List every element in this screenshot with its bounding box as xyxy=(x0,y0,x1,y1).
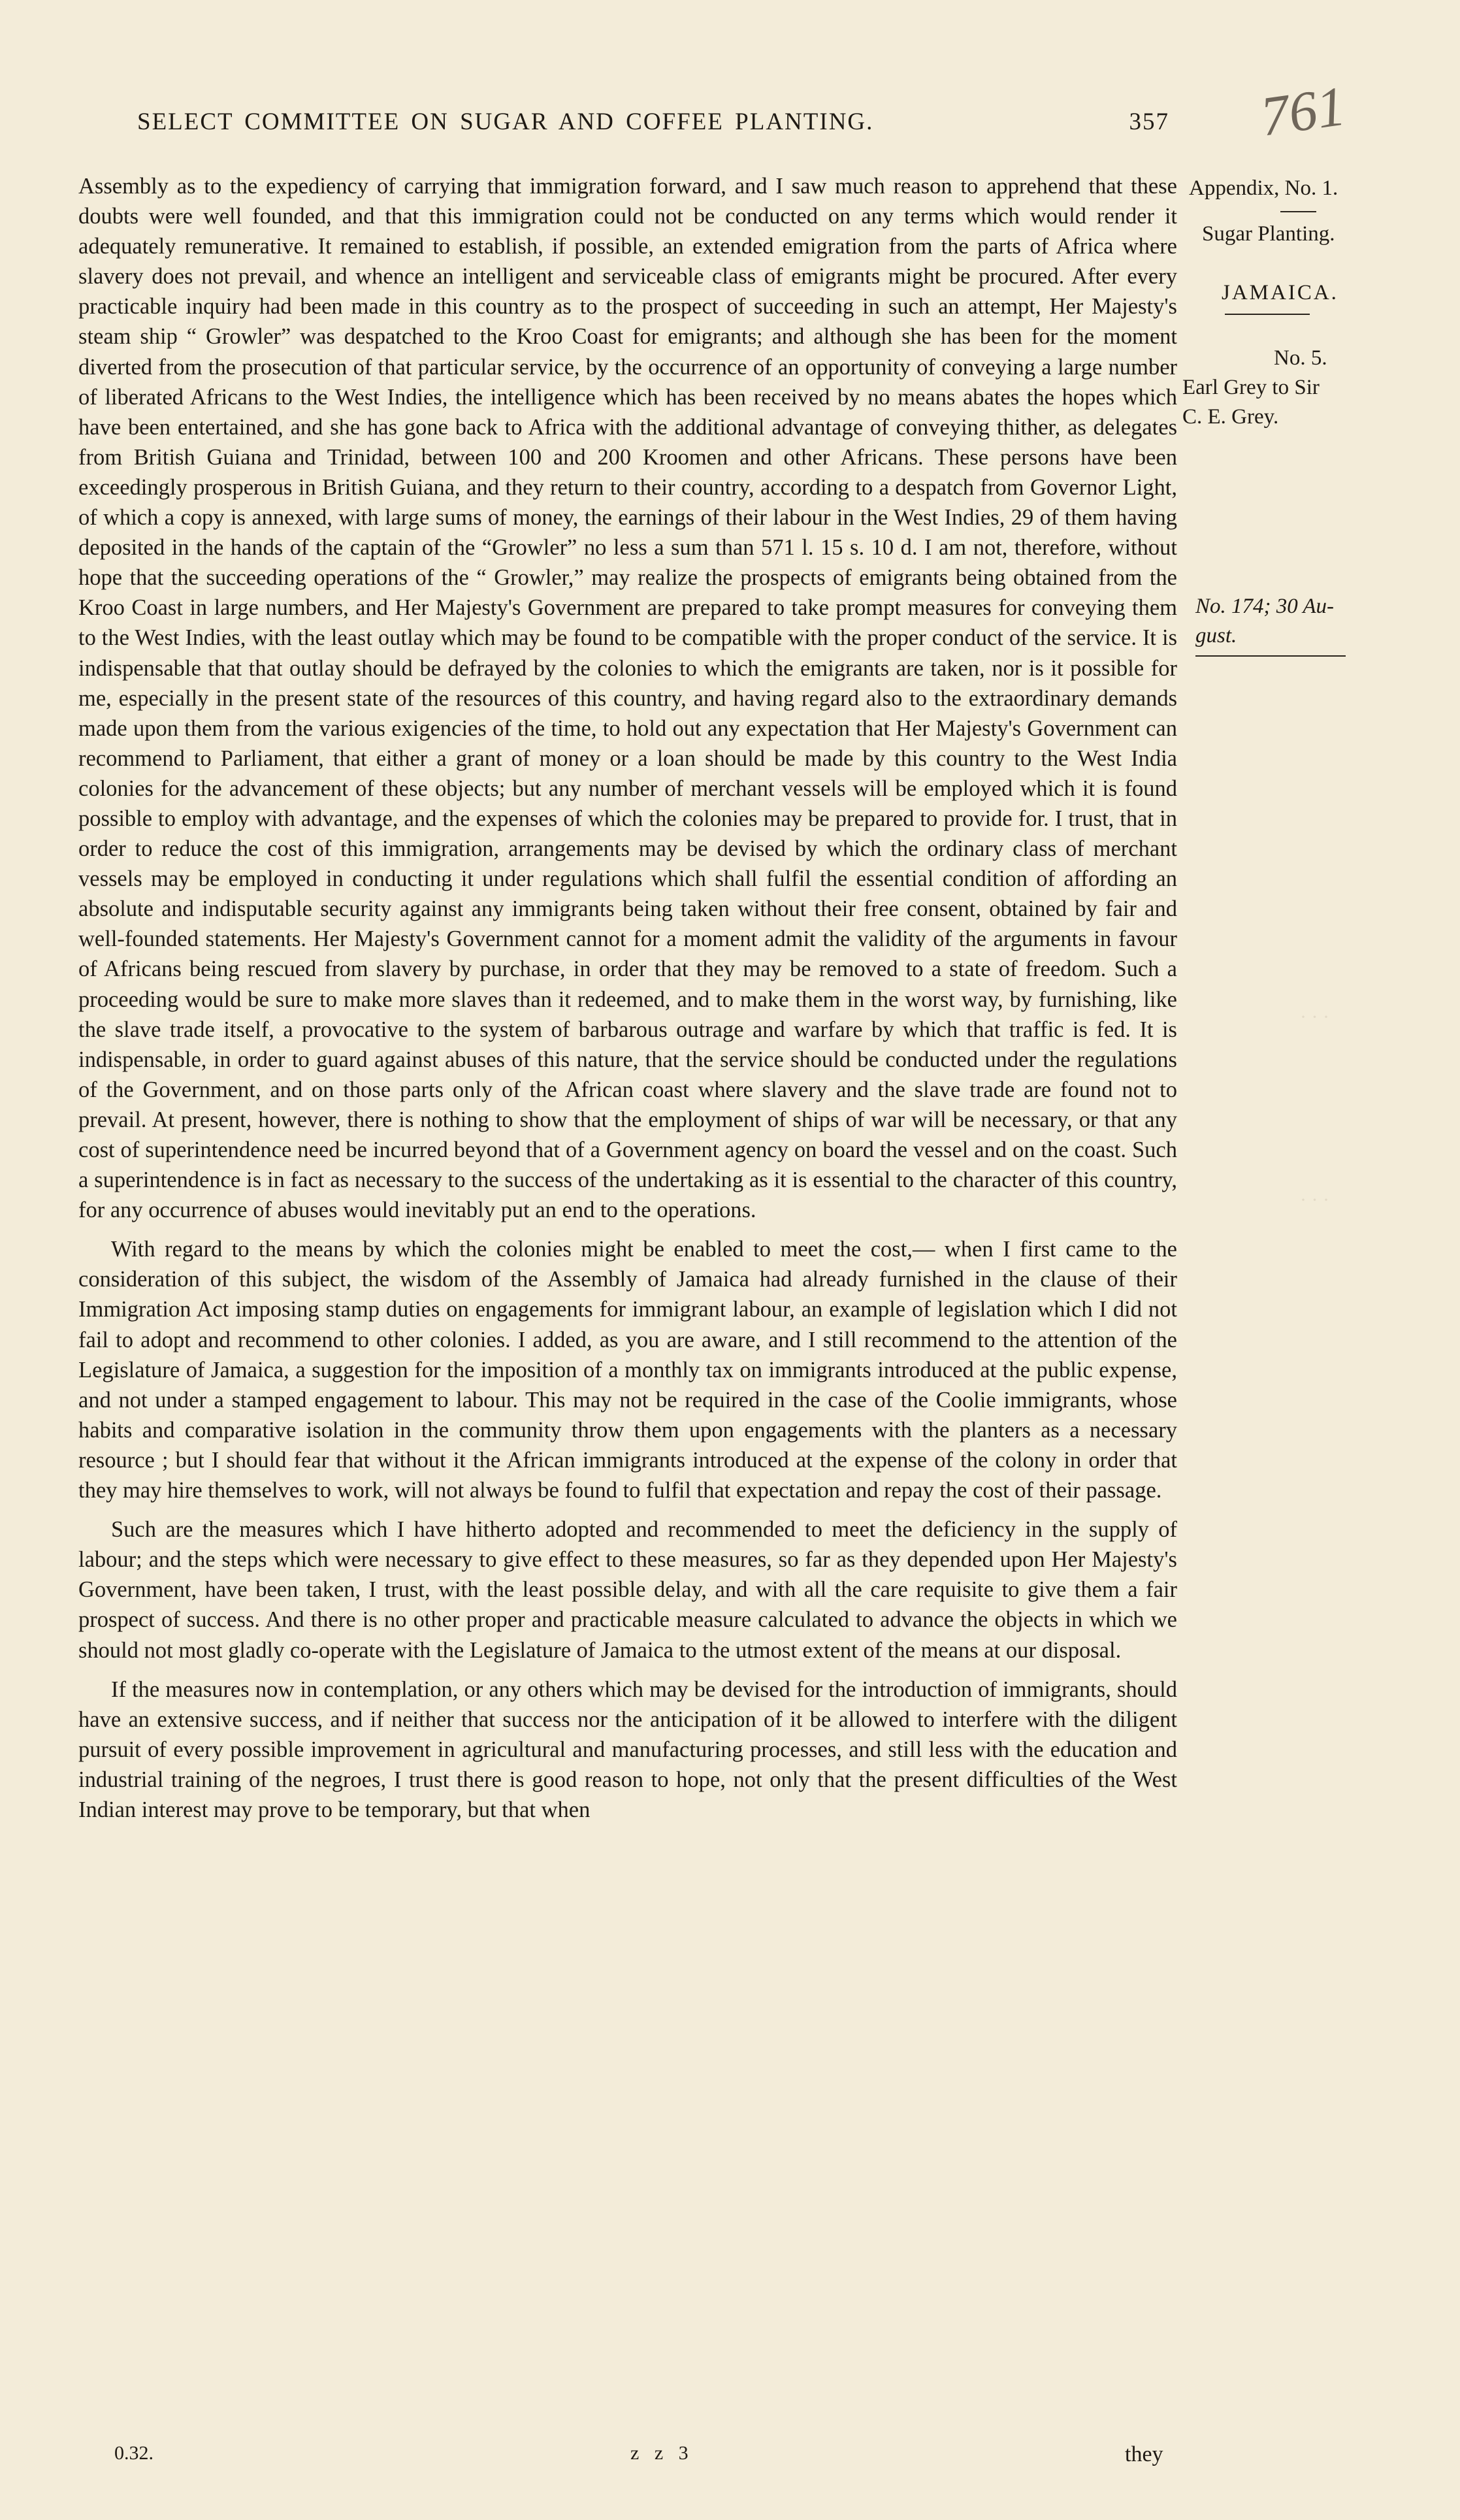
page-title: SELECT COMMITTEE ON SUGAR AND COFFEE PLANTING. xyxy=(137,108,874,135)
margin-ce-grey: C. E. Grey. xyxy=(1182,405,1279,429)
margin-rule xyxy=(1195,655,1346,657)
margin-jamaica: JAMAICA. xyxy=(1222,281,1338,304)
paragraph-4: If the measures now in contemplation, or any others which may be devised for the introduction of immigrants, should have an extensive success, and if neither that success nor the anticipation of it be allowed to interfere with the diligent pursuit of every possible improvement in agricultural and manufacturing processes, and still less with the education and industrial training of the negroes, I trust there is good reason to hope, not only that the present difficulties of the West Indian interest may prove to be temporary, but that when xyxy=(78,1677,1177,1822)
margin-earl-grey: Earl Grey to Sir xyxy=(1182,376,1320,399)
footer-signature: z z 3 xyxy=(630,2442,694,2464)
bleed-through-mark: · · · xyxy=(1300,1189,1329,1211)
footer-catchword: they xyxy=(1125,2442,1163,2466)
paragraph-2: With regard to the means by which the colonies might be enabled to meet the cost,— when I first came to the consideration of this subject, the wisdom of the Assembly of Jamaica had already furnished in the clause of their Immigration Act imposing stamp duties on engagements for immigrant labour, an example of legislation which I did not fail to adopt and recommend to other colonies. I added, as you are aware, and I still recommend to the attention of the Legislature of Jamaica, a suggestion for the imposition of a monthly tax on immigrants introduced at the public expense, and not under a stamped engagement to labour. This may not be required in the case of the Coolie immigrants, whose habits and comparative isolation in the community throw them upon engagements with the planters as a necessary resource ; but I should fear that without it the African immigrants introduced at the expense of the colony in order that they may hire themselves to work, will not always be found to fulfil that expectation and repay the cost of their passage. xyxy=(78,1237,1177,1503)
margin-no174: No. 174; 30 Au- xyxy=(1195,595,1335,618)
body-text xyxy=(78,171,1177,1834)
margin-no5: No. 5. xyxy=(1274,346,1327,370)
margin-sugar-planting: Sugar Planting. xyxy=(1202,222,1335,246)
margin-appendix: Appendix, No. 1. xyxy=(1189,176,1338,200)
footer-docket: 0.32. xyxy=(114,2442,154,2464)
margin-rule xyxy=(1225,314,1310,315)
handwritten-number: 761 xyxy=(1256,74,1350,148)
margin-gust: gust. xyxy=(1195,624,1237,647)
bleed-through-mark: · · · xyxy=(1300,1006,1329,1028)
margin-rule xyxy=(1280,211,1316,212)
paragraph-1: Assembly as to the expediency of carrying that immigration forward, and I saw much reason to apprehend that these doubts were well founded, and that this immigration could not be conducted on any terms which would render it adequately remunerative. It remained to establish, if possible, an extended emigration from the parts of Africa where slavery does not prevail, and whence an intelligent and serviceable class of emigrants might be procured. After every practicable inquiry had been made in this country as to the prospect of succeeding in such an attempt, Her Majesty's steam ship “ Growler” was despatched to the Kroo Coast for emigrants; and although she has been for the moment diverted from the prosecution of that particular service, by the occurrence of an opportunity of conveying a large number of liberated Africans to the West Indies, the intelligence which has been received by no means abates the hopes which have been entertained, and she has gone back to Africa with the additional advantage of conveying thither, as delegates from British Guiana and Trinidad, between 100 and 200 Kroomen and other Africans. These persons have been exceedingly prosperous in British Guiana, and they return to their country, according to a despatch from Governor Light, of which a copy is annexed, with large sums of money, the earnings of their labour in the West Indies, 29 of them having deposited in the hands of the captain of the “Growler” no less a sum than 571 l. 15 s. 10 d. I am not, therefore, without hope that the succeeding operations of the “ Growler,” may realize the prospects of emigrants being obtained from the Kroo Coast in large numbers, and Her Majesty's Government are prepared to take prompt measures for conveying them to the West Indies, with the least outlay which may be found to be compatible with the proper conduct of the service. It is indispensable that that outlay should be defrayed by the colonies to which the emigrants are taken, nor is it possible for me, especially in the present state of the resources of this country, and having regard also to the extraordinary demands made upon them from the various exigencies of the time, to hold out any expectation that Her Majesty's Government can recommend to Parliament, that either a grant of money or a loan should be made by this country to the West India colonies for the advancement of these objects; but any number of merchant vessels will be employed which it is found possible to employ with advantage, and the expenses of which the colonies may be prepared to provide for. I trust, that in order to reduce the cost of this immigration, arrangements may be devised by which the ordinary class of merchant vessels may be employed in conducting it under regulations which shall fulfil the essential condition of affording an absolute and indisputable security against any immigrants being taken without their free consent, obtained by fair and well-founded statements. Her Majesty's Government cannot for a moment admit the validity of the arguments in favour of Africans being rescued from slavery by purchase, in order that they may be removed to a state of freedom. Such a proceeding would be sure to make more slaves than it redeemed, and to make them in the worst way, by furnishing, like the slave trade itself, a provocative to the system of barbarous outrage and warfare by which that traffic is fed. It is indispensable, in order to guard against abuses of this nature, that the service should be conducted under the regulations of the Government, and on those parts only of the African coast where slavery and the slave trade are found not to prevail. At present, however, there is nothing to show that the employment of ships of war will be necessary, or that any cost of superintendence need be incurred beyond that of a Government agency on board the vessel and on the coast. Such a superintendence is in fact as necessary to the success of the undertaking as it is essential to the character of this country, for any occurrence of abuses would inevitably put an end to the operations. xyxy=(78,174,1177,1223)
page-number: 357 xyxy=(1129,108,1169,135)
paragraph-3: Such are the measures which I have hitherto adopted and recommended to meet the deficiency in the supply of labour; and the steps which were necessary to give effect to these measures, so far as they depended upon Her Majesty's Government, have been taken, I trust, with the least possible delay, and with all the care requisite to give them a fair prospect of success. And there is no other proper and practicable measure calculated to advance the objects in which we should not most gladly co-operate with the Legislature of Jamaica to the utmost extent of the means at our disposal. xyxy=(78,1517,1177,1663)
